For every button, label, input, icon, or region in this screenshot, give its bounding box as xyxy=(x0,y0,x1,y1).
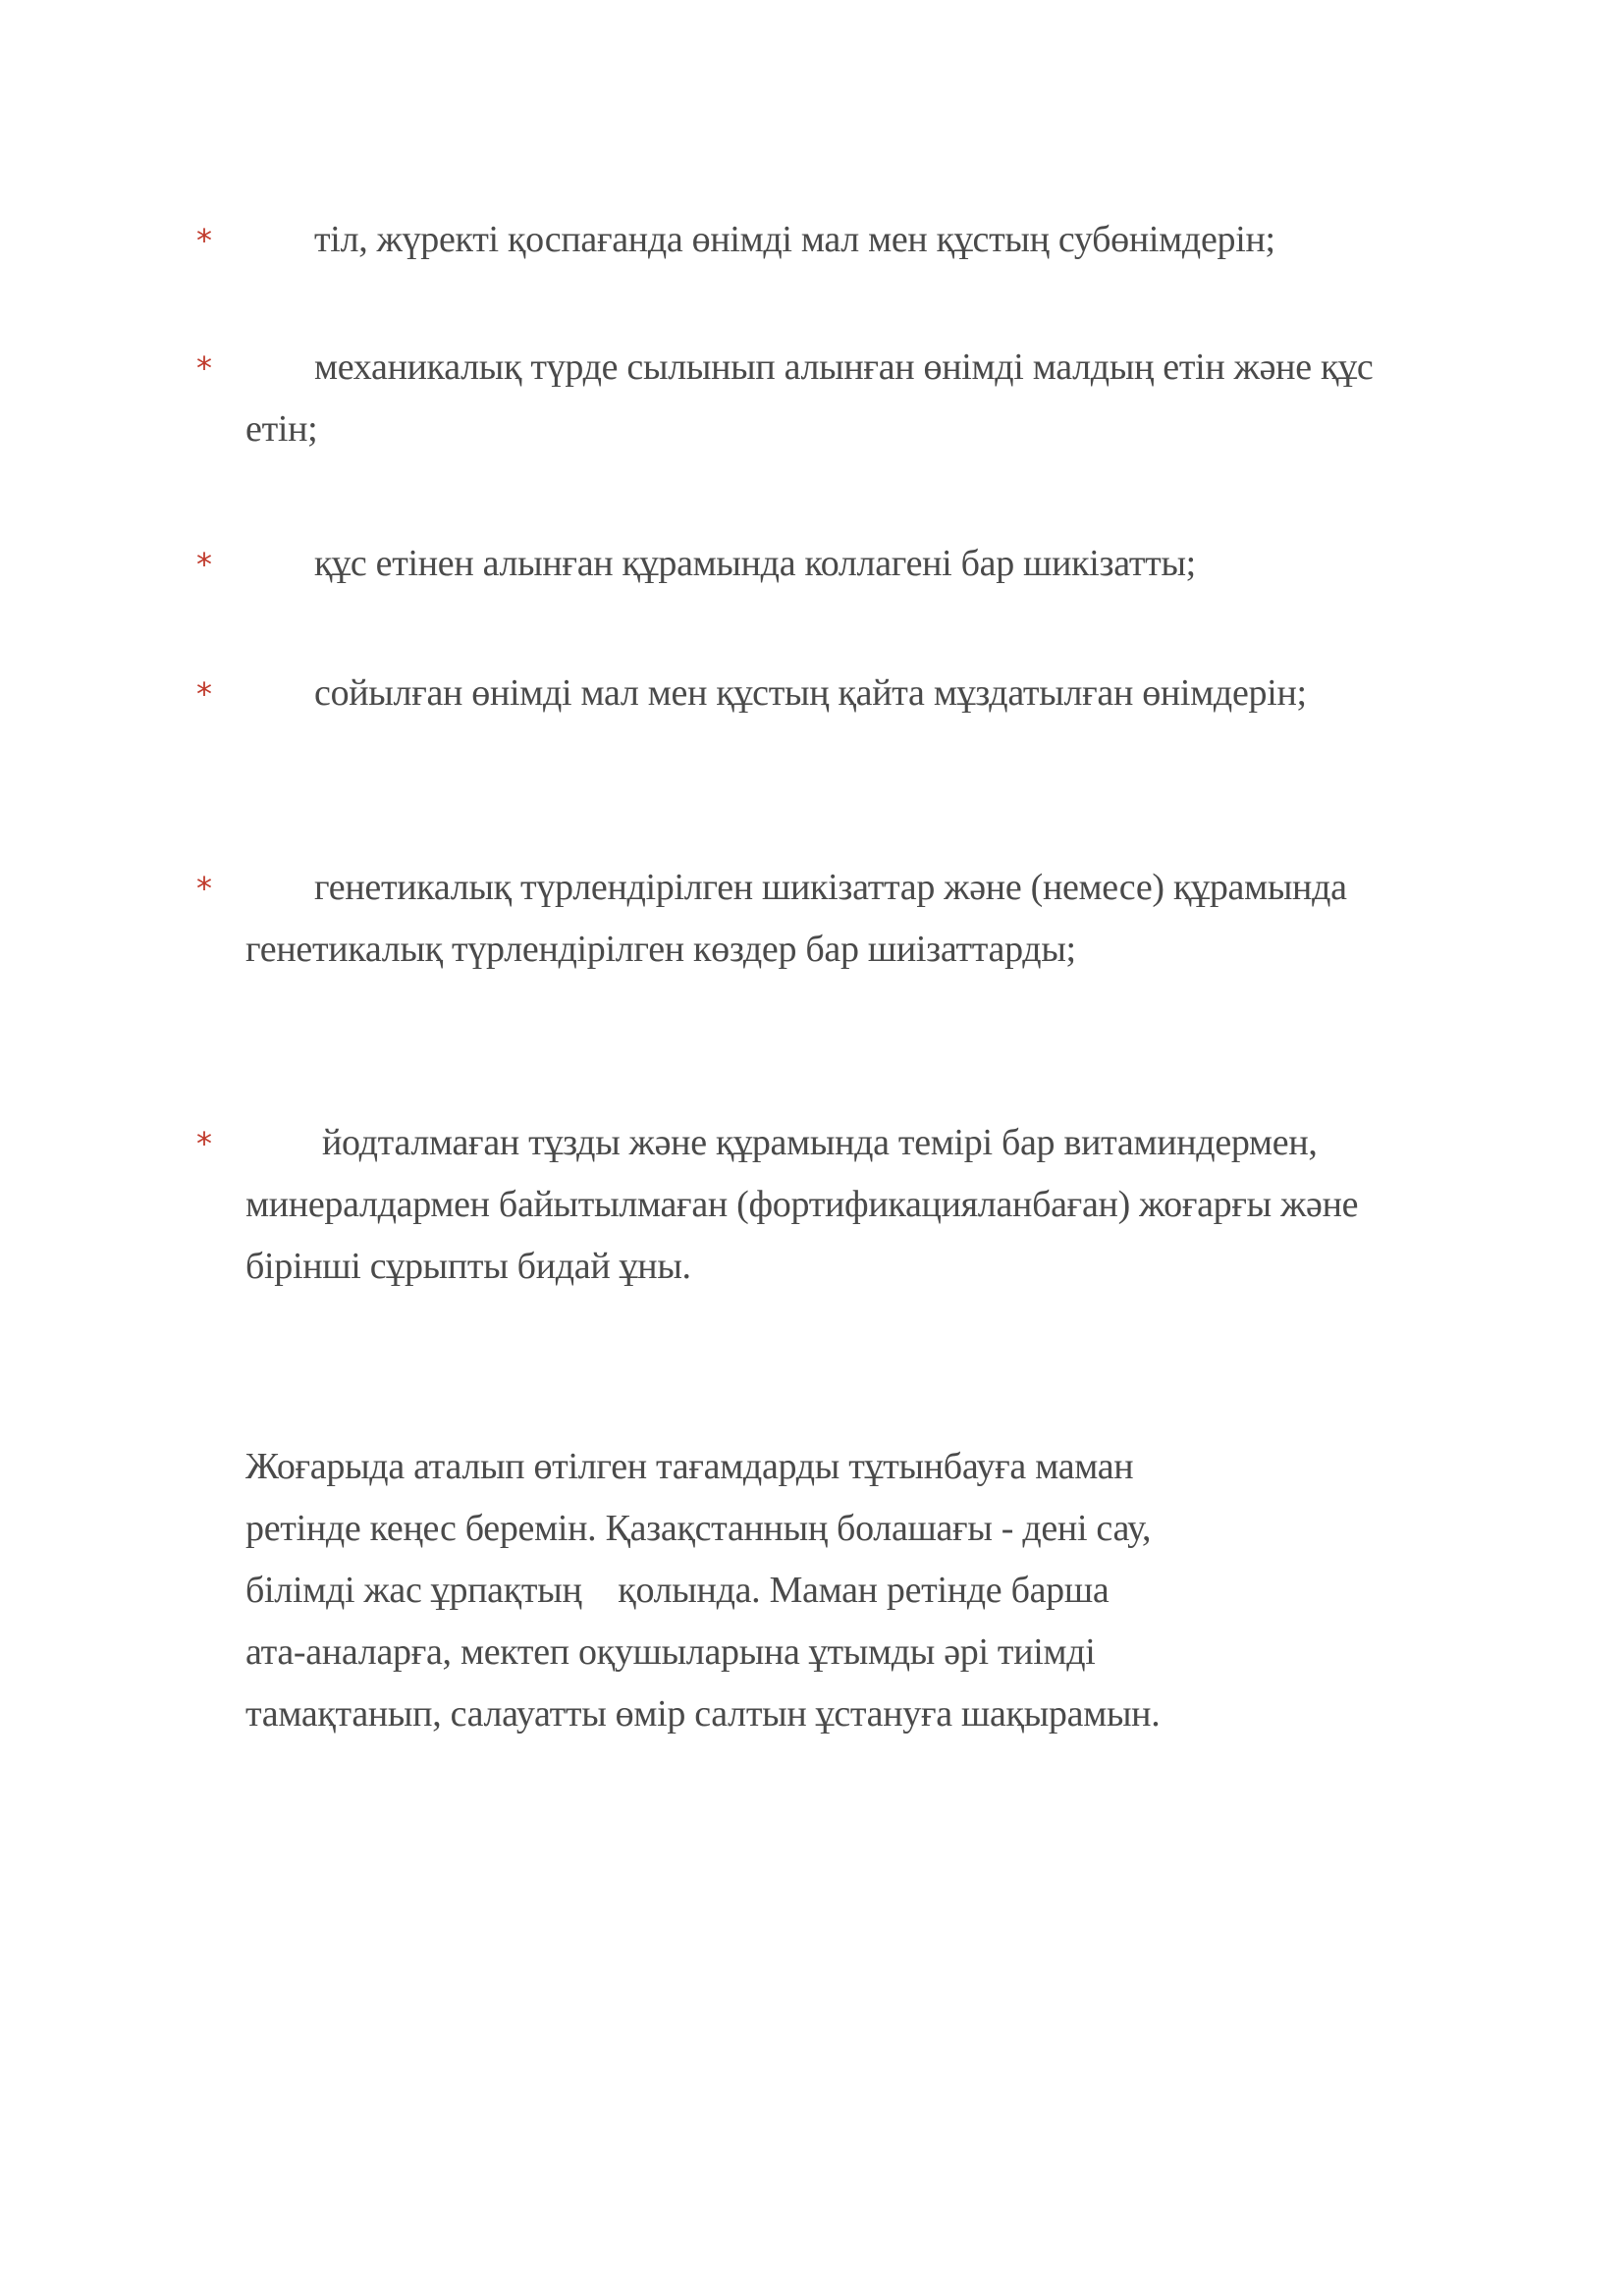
asterisk-bullet-icon: * xyxy=(196,1125,212,1162)
paragraph-line: Жоғарыда аталып өтілген тағамдарды тұтынбауға маман xyxy=(245,1446,1134,1487)
paragraph-line: білімді жас ұрпақтың қолында. Маман ретінде барша xyxy=(245,1570,1110,1611)
list-item-text: тіл, жүректі қоспағанда өнімді мал мен құстың субөнімдерін; xyxy=(314,219,1275,260)
paragraph-line: ата-аналарға, мектеп оқушыларына ұтымды әрі тиімді xyxy=(245,1631,1096,1673)
asterisk-bullet-icon: * xyxy=(196,675,212,713)
list-item-text: сойылған өнімді мал мен құстың қайта мұздатылған өнімдерін; xyxy=(314,672,1307,714)
asterisk-bullet-icon: * xyxy=(196,349,212,387)
list-item-text: генетикалық түрлендірілген шикізаттар және (немесе) құрамында генетикалық түрлендірілген көздер бар шиізаттарды; xyxy=(245,867,1347,970)
closing-paragraph xyxy=(245,1436,1404,1745)
paragraph-line: ретінде кеңес беремін. Қазақстанның болашағы - дені сау, xyxy=(245,1508,1152,1549)
paragraph-line: тамақтанып, салауатты өмір салтын ұстануға шақырамын. xyxy=(245,1693,1161,1735)
asterisk-bullet-icon: * xyxy=(196,546,212,583)
asterisk-bullet-icon: * xyxy=(196,870,212,907)
list-item-text: механикалық түрде сылынып алынған өнімді малдың етін және құс етін; xyxy=(245,347,1374,450)
list-item-text: құс етінен алынған құрамында коллагені бар шикізатты; xyxy=(314,543,1196,584)
asterisk-bullet-icon: * xyxy=(196,222,212,259)
list-item-text: йодталмаған тұзды және құрамында темірі бар витаминдермен, минералдармен байытылмаған (фортификацияланбаған) жоғарғы және бірінші сұрыпты бидай ұны. xyxy=(245,1122,1359,1287)
